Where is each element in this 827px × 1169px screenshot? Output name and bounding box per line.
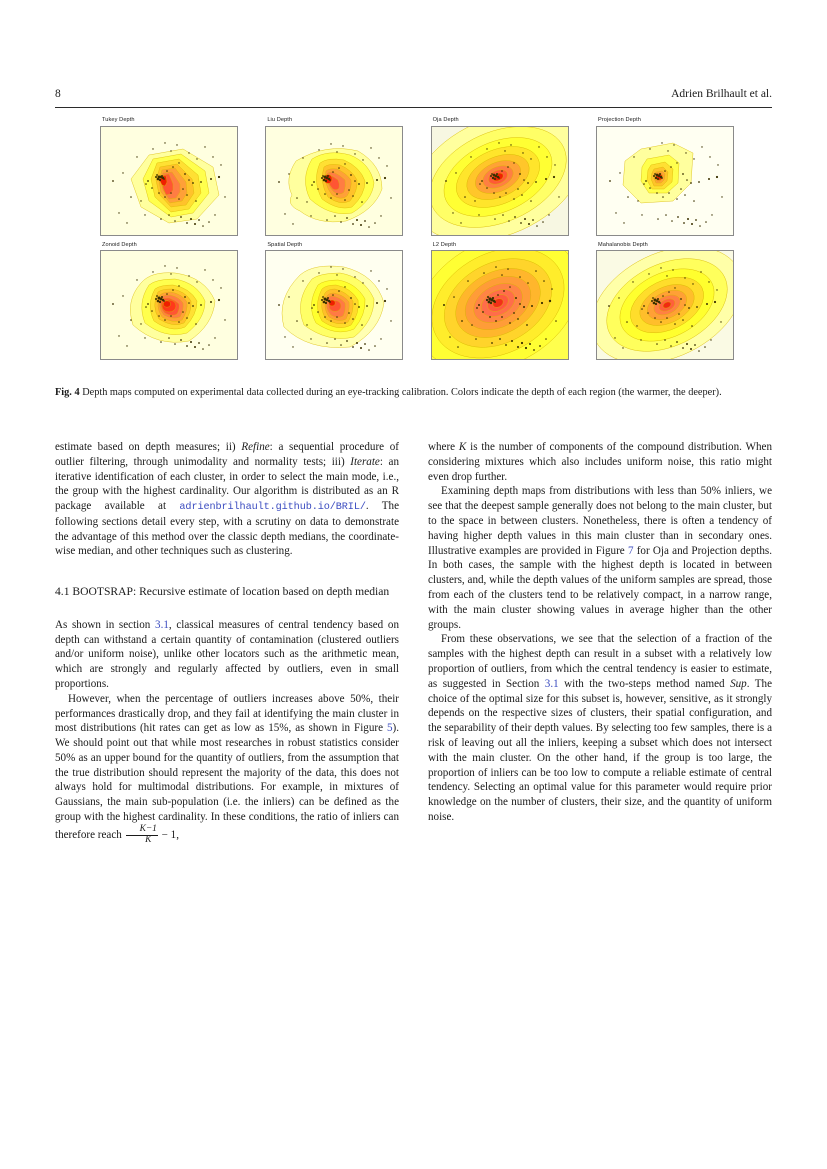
running-head [55, 88, 772, 100]
text-run: ). We should point out that while most researches in robust statistics consider 50% as an upper bound for the quantity of outliers, from the assumption that the true distribution should represent the majority of the data, this does not always hold for multimodal distributions. For example, in mixtures of Gaussians, the main sub-population (i.e. the inliers) can be defined as the group with the highest cardinality. In these conditions, the ratio of inliers can therefore reach [55, 722, 399, 841]
panel-title: Spatial Depth [267, 241, 303, 248]
running-authors: Adrien Brilhault et al. [671, 88, 772, 100]
depth-map-plot [431, 250, 569, 360]
right-column [428, 440, 772, 845]
figure-row-2 [100, 243, 734, 361]
paragraph-subset-selection [428, 632, 772, 824]
depth-map-plot [431, 126, 569, 236]
depth-map-svg [101, 251, 237, 359]
panel-title: Projection Depth [597, 117, 641, 123]
paragraph-depth-maps [428, 484, 772, 632]
text-run: for Oja and Projection depths. In both cases, the sample with the highest depth is located in between clusters, and, while the depth values of the uniform samples are spread, those from each of the clusters tend to be relatively compact, in a narrow range, with the main cluster showing values in average higher than the other groups. [428, 544, 772, 631]
emphasis-refine: Refine [241, 441, 270, 453]
depth-panel-l2 [431, 243, 569, 361]
bril-package-link[interactable]: adrienbrilhault.github.io/BRIL/ [179, 502, 366, 514]
depth-panel-tukey [100, 118, 238, 236]
text-run: . The following sections detail every step, with a scrutiny on data to demonstrate the advantage of this method over the classic depth medians, the coordinate-wise median, and other techniques such as clustering. [55, 500, 400, 558]
text-run: Examining depth maps from distributions with less than 50% inliers, we see that the deepest sample generally does not belong to the main cluster, but to the space in between clusters. Nonetheless, there is often a tendency of having higher depth values in this main cluster than in secondary ones. Illustrative examples are provided in Figure [428, 485, 772, 557]
section-heading-4-1: 4.1 BOOTSRAP: Recursive estimate of location based on depth median [55, 585, 390, 599]
depth-map-plot [100, 250, 238, 360]
text-run: As shown in section [55, 618, 156, 631]
cross-reference-3-1[interactable]: 3.1 [155, 618, 169, 631]
emphasis-iterate: Iterate [350, 455, 380, 468]
text-run: , classical measures of central tendency based on depth can withstand a certain quantity of contamination (clustered outliers and/or uniform noise), unlike other locators such as the arithmetic mean, which are strongly and regularly affected by outliers, even in small proportions. [55, 618, 399, 690]
text-run: where [428, 441, 459, 453]
panel-title: Liu Depth [267, 117, 293, 123]
panel-title: Mahalanobis Depth [597, 241, 648, 248]
depth-map-svg [266, 251, 402, 359]
header-rule [55, 107, 772, 108]
figure-4 [100, 118, 734, 360]
depth-panel-liu [265, 118, 403, 236]
depth-map-plot [265, 250, 403, 360]
left-column [55, 440, 399, 845]
cross-reference-section-3-1[interactable]: 3.1 [544, 677, 559, 690]
depth-map-plot [265, 126, 403, 236]
text-run: . The choice of the optimal size for this subset is, however, sensitive, as it strongly depends on the respective sizes of clusters, their spatial configuration, and the separability of their depth values. By selecting too few samples, there is a risk of leaving out all the inliers, keeping a subset which does not intersect with the main cluster. On the other hand, if the group is too large, the proportion of inliers can be too low to compute a reliable estimate of central tendency. Selecting an optimal value for this parameter would require prior knowledge on the number of clusters, their size, and the quantity of uniform noise. [428, 677, 773, 823]
section-heading-wrapper [55, 584, 399, 600]
depth-map-svg [266, 127, 402, 235]
text-run: : a sequential procedure of outlier filtering, through unimodality and normality tests; iii) [55, 441, 399, 468]
depth-map-svg [432, 127, 568, 235]
depth-map-svg [597, 127, 733, 235]
paragraph-central-tendency [55, 618, 399, 692]
paragraph-outliers [55, 692, 399, 846]
text-run: : an iterative identification of each cluster, in order to select the main mode, i.e., the group with the highest cardinality. Our algorithm is distributed as an R package available at [55, 455, 399, 513]
text-run: However, when the percentage of outliers increases above 50%, their performances drastically drop, and they fail at identifying the main cluster in most distributions (hit rates can get as low as 15%, as shown in Figure [55, 692, 399, 735]
depth-panel-oja [431, 118, 569, 236]
depth-panel-spatial [265, 243, 403, 361]
depth-map-svg [597, 251, 733, 359]
depth-panel-zonoid [100, 243, 238, 361]
figure-row-1 [100, 118, 734, 236]
text-run: From these observations, we see that the selection of a fraction of the samples with the highest depth can result in a subset with a relatively low proportion of outliers, from which the central tendency is easier to estimate, as suggested in Section [428, 633, 772, 690]
panel-title: Tukey Depth [102, 117, 135, 123]
inline-fraction [126, 825, 158, 845]
depth-map-plot [596, 250, 734, 360]
math-variable-k: K [458, 441, 467, 453]
depth-map-svg [432, 251, 568, 359]
paragraph-compound-distribution [428, 440, 772, 484]
depth-panel-projection [596, 118, 734, 236]
depth-map-plot [100, 126, 238, 236]
text-run: − 1, [158, 828, 179, 841]
depth-map-svg [101, 127, 237, 235]
panel-title: L2 Depth [432, 241, 457, 248]
depth-map-plot [596, 126, 734, 236]
paragraph-methods [55, 440, 399, 559]
figure-caption [55, 386, 772, 399]
figure-caption-label: Fig. 4 [55, 387, 80, 398]
emphasis-sup: Sup [730, 677, 747, 690]
panel-title: Oja Depth [432, 117, 459, 123]
text-run: estimate based on depth measures; ii) [55, 441, 242, 453]
page-number: 8 [55, 88, 61, 100]
depth-panel-mahalanobis [596, 243, 734, 361]
cross-reference-figure-5[interactable]: 5 [386, 722, 393, 735]
fraction-denominator: K [126, 835, 158, 846]
figure-caption-text: Depth maps computed on experimental data collected during an eye-tracking calibration. Colors indicate the depth of each region (the warmer, the deeper). [82, 387, 722, 398]
panel-title: Zonoid Depth [102, 241, 137, 248]
text-run: with the two-steps method named [558, 677, 731, 690]
text-run: is the number of components of the compound distribution. When considering mixtures which also includes uniform noise, this ratio might even drop further. [428, 441, 772, 483]
cross-reference-figure-7[interactable]: 7 [627, 544, 634, 557]
fraction-numerator: K−1 [139, 823, 157, 834]
body-columns [55, 440, 772, 845]
